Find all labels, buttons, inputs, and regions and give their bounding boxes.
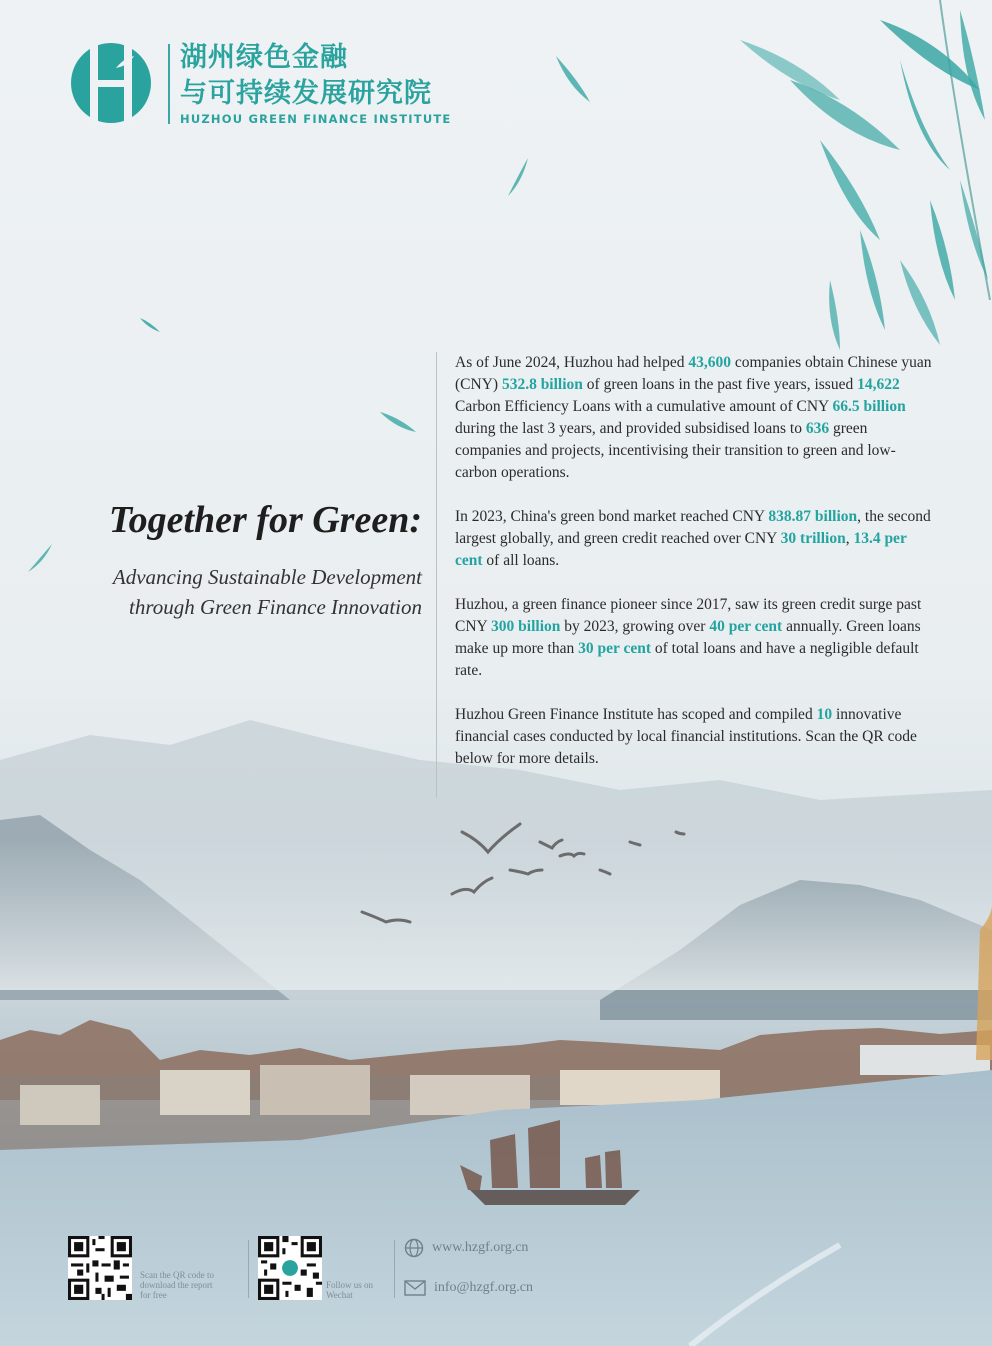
text-run: of green loans in the past five years, issued — [582, 376, 858, 393]
qr1-caption-line1: Scan the QR code to — [140, 1270, 214, 1280]
text-run: during the last 3 years, and provided subsidised loans to — [455, 420, 806, 437]
paragraph-1 — [455, 352, 935, 484]
highlight-figure: 66.5 billion — [832, 398, 906, 415]
subtitle-line2: through Green Finance Innovation — [129, 595, 422, 619]
website-contact[interactable] — [404, 1238, 528, 1258]
qr1-caption-line2: download the report — [140, 1280, 213, 1290]
logo-chinese-name — [180, 40, 432, 112]
body-text — [455, 352, 935, 792]
highlight-figure: 14,622 — [857, 376, 900, 393]
text-run: , — [845, 530, 854, 547]
qr-code-wechat-icon[interactable] — [258, 1236, 322, 1300]
text-run: of all loans. — [482, 552, 560, 569]
paragraph-3 — [455, 594, 935, 682]
text-run: As of June 2024, Huzhou had helped — [455, 354, 689, 371]
page-title: Together for Green: — [108, 499, 422, 541]
text-run: by 2023, growing over — [560, 618, 710, 635]
qr-code-report-icon[interactable] — [68, 1236, 132, 1300]
footer-separator-2 — [394, 1240, 395, 1298]
highlight-figure: 532.8 billion — [501, 376, 583, 393]
text-run: In 2023, China's green bond market reached CNY — [455, 508, 769, 525]
footer-separator-1 — [248, 1240, 249, 1298]
subtitle-line1: Advancing Sustainable Development — [112, 565, 422, 589]
text-run: Huzhou Green Finance Institute has scoped and compiled — [455, 706, 817, 723]
text-run: of total loans and have a negligible default rate. — [455, 640, 919, 679]
qr2-caption-line2: Wechat — [326, 1290, 353, 1300]
highlight-figure: 10 — [816, 706, 833, 723]
logo-mark-icon — [68, 40, 154, 126]
highlight-figure: 30 trillion — [780, 530, 846, 547]
qr2-caption-line1: Follow us on — [326, 1280, 374, 1290]
paragraph-4 — [455, 704, 935, 770]
qr1-caption-line3: for free — [140, 1290, 167, 1300]
highlight-figure: 30 per cent — [578, 640, 652, 657]
website-link[interactable]: www.hzgf.org.cn — [432, 1240, 529, 1256]
globe-icon — [404, 1238, 424, 1258]
footer — [68, 1236, 668, 1306]
logo-separator — [168, 44, 170, 124]
highlight-figure: 40 per cent — [709, 618, 783, 635]
qr-caption-wechat — [326, 1280, 373, 1300]
text-run: Carbon Efficiency Loans with a cumulative amount of CNY — [455, 398, 833, 415]
text-run: , the second largest globally, and green credit reached over CNY — [455, 508, 931, 547]
column-divider — [436, 352, 437, 798]
logo-cn-line2: 与可持续发展研究院 — [180, 78, 432, 109]
page-heading — [109, 498, 422, 622]
highlight-figure: 43,600 — [688, 354, 731, 371]
email-contact[interactable] — [404, 1280, 533, 1296]
highlight-figure: 636 — [805, 420, 830, 437]
paragraph-2 — [455, 506, 935, 572]
highlight-figure: 300 billion — [491, 618, 561, 635]
text-run: Huzhou, a green finance pioneer since 2017, saw its green credit surge past CNY — [455, 596, 922, 635]
logo-cn-line1: 湖州绿色金融 — [180, 42, 348, 73]
page-subtitle — [109, 562, 422, 622]
qr-caption-report — [140, 1270, 214, 1300]
highlight-figure: 13.4 per cent — [455, 530, 907, 569]
logo-english-name: HUZHOU GREEN FINANCE INSTITUTE — [180, 112, 452, 126]
highlight-figure: 838.87 billion — [768, 508, 858, 525]
email-link[interactable]: info@hzgf.org.cn — [434, 1280, 533, 1296]
text-run: companies obtain Chinese yuan (CNY) — [455, 354, 932, 393]
bamboo-branch — [740, 0, 990, 350]
text-run: green companies and projects, incentivising their transition to green and low-carbon operations. — [455, 420, 896, 481]
mail-icon — [404, 1280, 426, 1296]
text-run: annually. Green loans make up more than — [455, 618, 921, 657]
institute-logo — [68, 40, 458, 130]
text-run: innovative financial cases conducted by local financial institutions. Scan the QR code below for more details. — [455, 706, 917, 767]
